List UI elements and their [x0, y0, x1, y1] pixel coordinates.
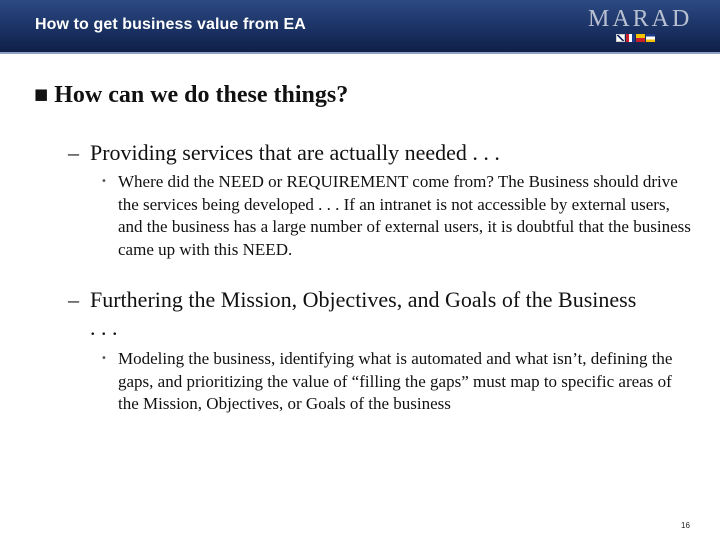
- point-2: [68, 286, 698, 342]
- logo-text: MARAD: [588, 6, 693, 32]
- dash-bullet: –: [68, 140, 79, 165]
- header-rule: [0, 52, 720, 54]
- point-1-title: Providing services that are actually needed . . .: [90, 140, 500, 165]
- point-1-detail: [101, 171, 691, 261]
- dash-bullet: –: [68, 287, 79, 312]
- point-1-detail-text: Where did the NEED or REQUIREMENT come from? The Business should drive the services being developed . . . If an intranet is not accessible by external users, and the business has a large number of external users, it is doubtful that the business came up with this NEED.: [118, 172, 691, 259]
- main-heading-text: How can we do these things?: [54, 82, 349, 108]
- dot-bullet-icon: •: [101, 176, 107, 187]
- main-heading: [34, 82, 348, 109]
- marad-logo: [588, 6, 714, 46]
- point-2-detail-text: Modeling the business, identifying what is automated and what isn’t, defining the gaps, and prioritizing the value of “filling the gaps” must map to specific areas of the Mission, Objectives, or Goals of the business: [118, 349, 673, 413]
- point-1: [68, 139, 688, 167]
- square-bullet-icon: ■: [34, 85, 49, 103]
- point-2-detail: [101, 348, 681, 416]
- slide-header: [0, 0, 720, 52]
- dot-bullet-icon: •: [101, 353, 107, 364]
- header-title: How to get business value from EA: [35, 16, 306, 33]
- page-number: 16: [681, 521, 690, 530]
- signal-flags-icon: [616, 33, 655, 42]
- point-2-title: Furthering the Mission, Objectives, and Goals of the Business: [90, 287, 637, 312]
- point-2-title-continuation: . . .: [90, 315, 118, 340]
